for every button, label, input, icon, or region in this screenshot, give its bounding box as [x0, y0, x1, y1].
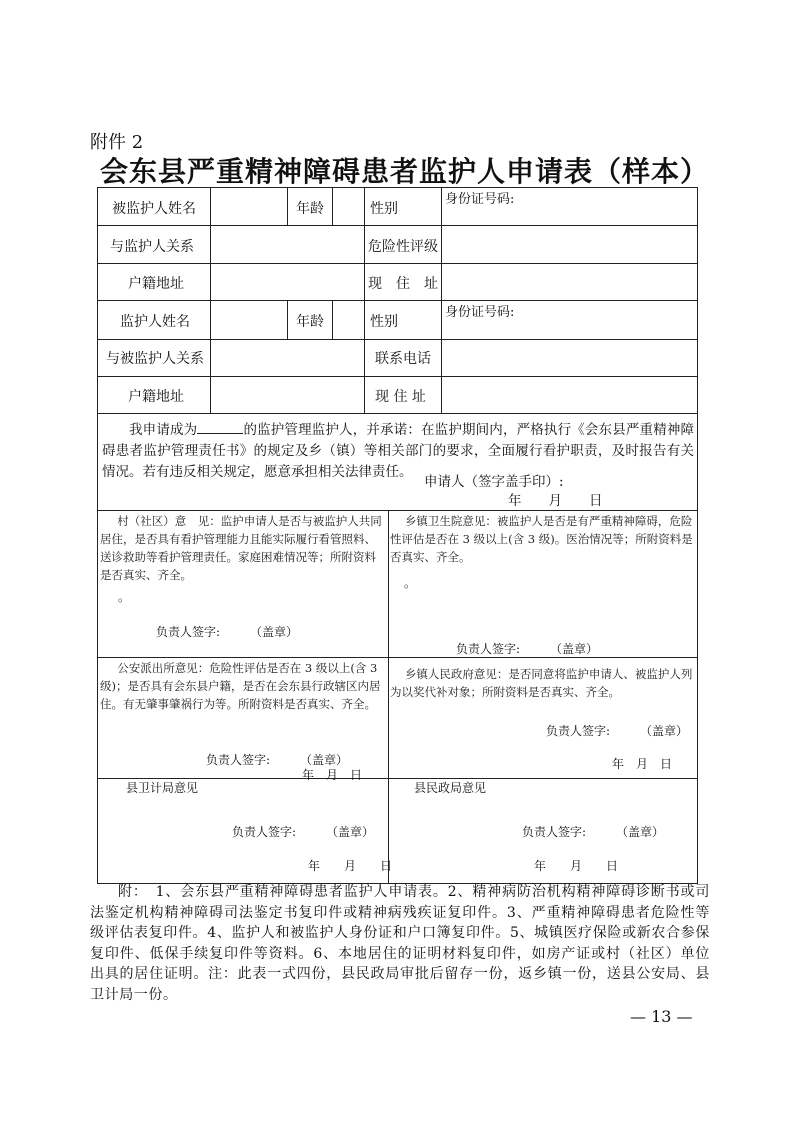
column-divider	[210, 187, 211, 413]
row-divider	[97, 225, 698, 226]
row-divider	[97, 657, 698, 658]
pledge-text-after: 的监护管理监护人，并承诺：在监护期间内，严格执行《会东县严重精神障碍患者监护管理责任书》的规定及乡（镇）等相关部门的要求，全面履行看护职责，及时报告有关情况。若有违反相关规定，愿意承担相关法律责任。	[102, 422, 695, 480]
applicant-date: 年 月 日	[508, 493, 603, 509]
guardian-age-label: 年龄	[296, 314, 324, 330]
civil-bureau-title: 县民政局意见	[414, 781, 487, 795]
applicant-signature-label: 申请人（签字盖手印）:	[424, 474, 564, 490]
ward-gender-label: 性别	[370, 201, 398, 217]
ward-age-label: 年龄	[296, 201, 324, 217]
health-bureau-title: 县卫计局意见	[126, 781, 199, 795]
ward-relation-label: 与监护人关系	[110, 239, 194, 255]
police-date: 年 月 日	[302, 768, 363, 782]
page-title: 会东县严重精神障碍患者监护人申请表（样本）	[100, 155, 710, 188]
ward-name-label: 被监护人姓名	[112, 201, 196, 217]
guardian-residence-label: 现 住 址	[375, 389, 426, 405]
ward-id-label: 身份证号码:	[445, 192, 515, 207]
guardian-relation-label: 与被监护人关系	[106, 351, 204, 367]
attachment-notes: 附： 1、会东县严重精神障碍患者监护人申请表。2、精神病防治机构精神障碍诊断书或司法鉴定机构精神障碍司法鉴定书复印件或精神病残疾证复印件。3、严重精神障碍患者危险性等级评估表复印件。4、监护人和被监护人身份证和户口簿复印件。5、城镇医疗保险或新农合参保复印件、低保手续复印件等资料。6、本地居住的证明材料复印件，如房产证或村（社区）单位出具的居住证明。注：此表一式四份，县民政局审批后留存一份，返乡镇一份，送县公安局、县卫计局一份。	[90, 884, 710, 1003]
township-signature: 负责人签字: （盖章）	[546, 724, 689, 738]
row-divider	[97, 263, 698, 264]
township-date: 年 月 日	[612, 757, 673, 771]
page-number: — 13 —	[630, 1007, 693, 1026]
attachment-label: 附件 2	[90, 132, 144, 153]
health-bureau-signature: 负责人签字: （盖章）	[232, 825, 375, 839]
ward-household-label: 户籍地址	[128, 276, 184, 292]
village-opinion-dot: 。	[118, 590, 131, 604]
column-divider	[441, 187, 442, 413]
health-bureau-date: 年 月 日	[308, 859, 393, 873]
column-divider	[332, 300, 333, 339]
village-opinion-text: 村（社区）意 见：监护申请人是否与被监护人共同居住，是否具有看护管理能力且能实际履行看管照料、送诊救助等看护管理责任。家庭困难情况等；所附资料是否真实、齐全。	[100, 514, 382, 582]
pledge-text-before: 我申请成为	[129, 422, 198, 438]
row-divider	[97, 376, 698, 377]
row-divider	[97, 300, 698, 301]
guardian-gender-label: 性别	[370, 314, 398, 330]
pledge-statement	[102, 420, 694, 483]
row-divider	[97, 413, 698, 414]
police-signature: 负责人签字: （盖章）	[206, 753, 349, 767]
clinic-opinion-text: 乡镇卫生院意见：被监护人是否是有严重精神障碍，危险性评估是否在 3 级以上(含 3 级)。医治情况等；所附资料是否真实、齐全。	[390, 514, 693, 564]
guardian-phone-label: 联系电话	[375, 351, 431, 367]
ward-residence-label: 现 住 址	[368, 276, 438, 292]
column-divider	[332, 187, 333, 225]
civil-bureau-date: 年 月 日	[534, 859, 619, 873]
column-divider	[287, 300, 288, 339]
civil-bureau-signature: 负责人签字: （盖章）	[522, 825, 665, 839]
township-opinion-text: 乡镇人民政府意见：是否同意将监护申请人、被监护人列为以奖代补对象；所附资料是否真实、齐全。	[390, 667, 693, 699]
guardian-name-label: 监护人姓名	[120, 314, 190, 330]
column-divider	[287, 187, 288, 225]
row-divider	[97, 510, 698, 511]
column-divider	[364, 187, 365, 413]
clinic-signature: 负责人签字: （盖章）	[456, 642, 599, 656]
guardian-id-label: 身份证号码:	[445, 305, 515, 320]
clinic-opinion-dot: 。	[404, 576, 417, 590]
ward-risk-label: 危险性评级	[368, 239, 438, 255]
column-divider	[388, 510, 389, 884]
police-opinion-text: 公安派出所意见：危险性评估是否在 3 级以上(含 3 级)；是否具有会东县户籍，是否在会东县行政辖区内居住。有无肇事肇祸行为等。所附资料是否真实、齐全。	[100, 661, 381, 711]
guardian-household-label: 户籍地址	[128, 389, 184, 405]
ward-name-blank[interactable]	[197, 421, 243, 434]
village-signature: 负责人签字: （盖章）	[156, 625, 299, 639]
row-divider	[97, 339, 698, 340]
